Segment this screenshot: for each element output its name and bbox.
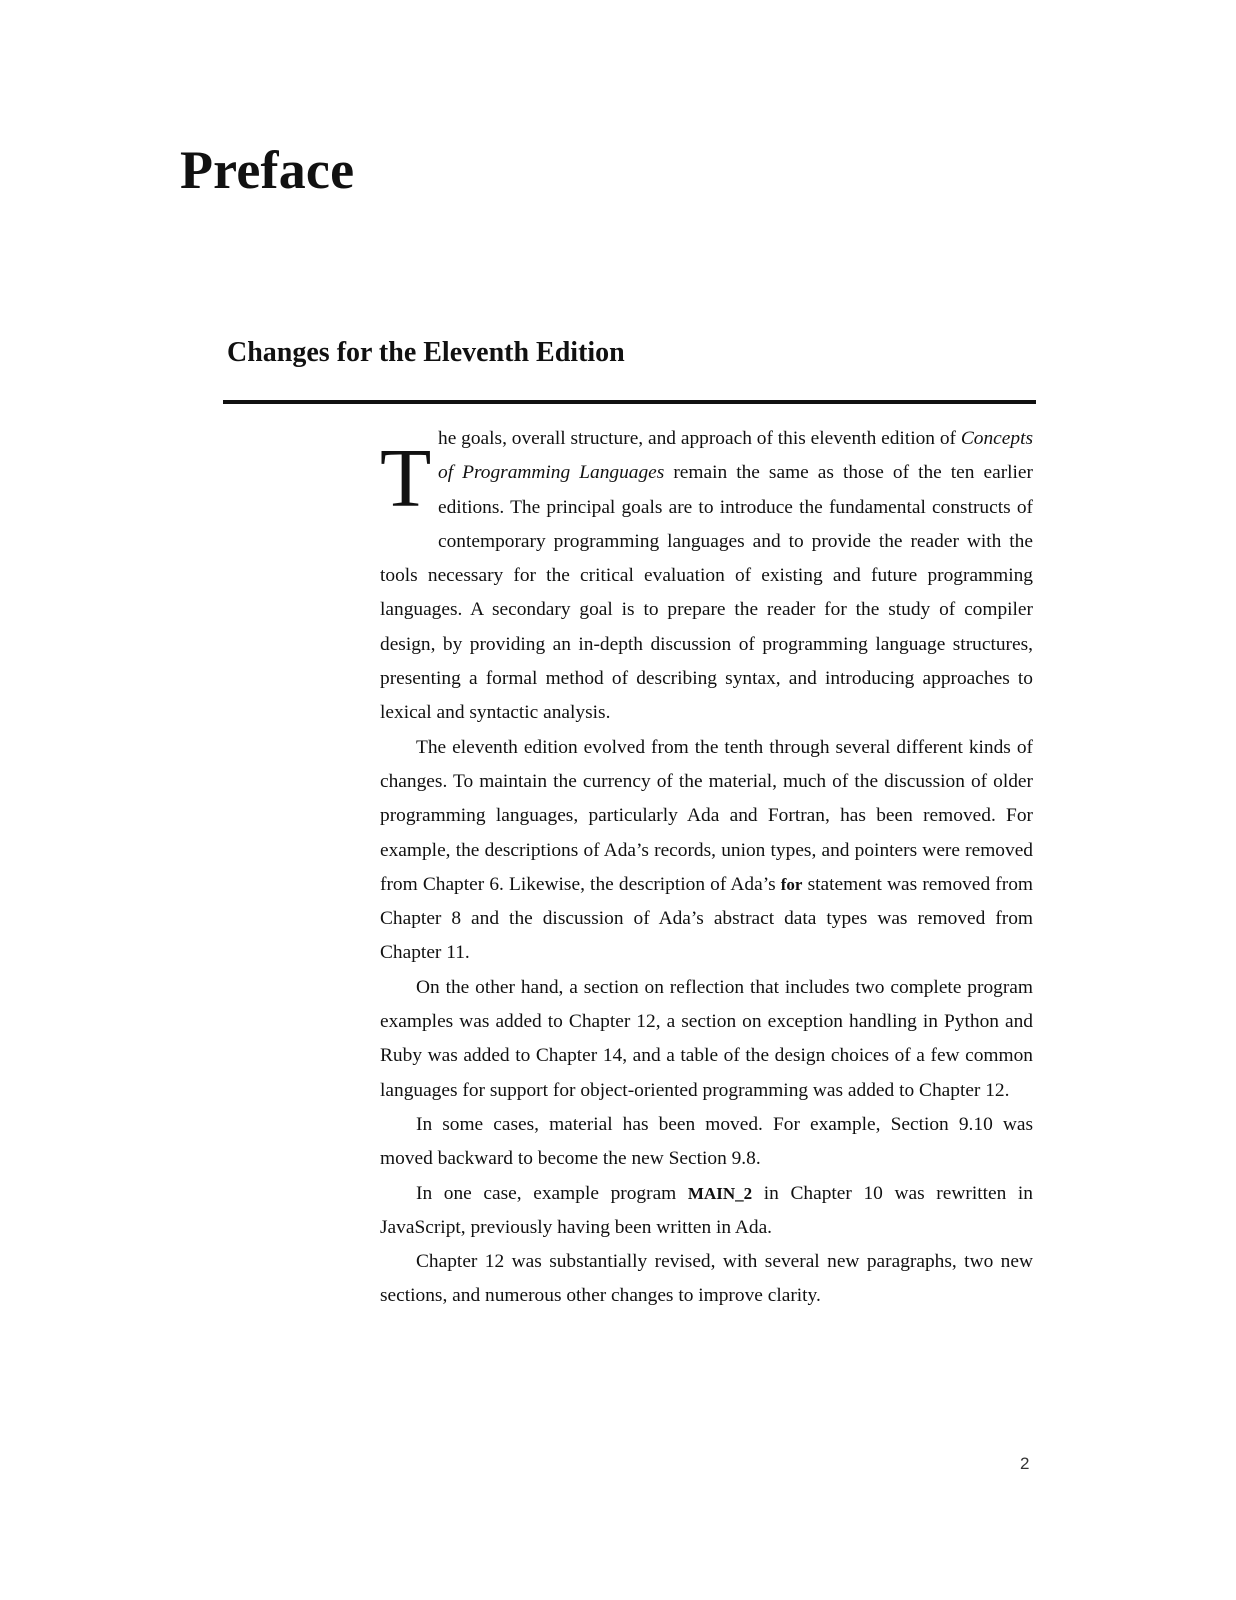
paragraph-revised: Chapter 12 was substantially revised, with several new paragraphs, two new sections, and numerous other changes to improve clarity. — [380, 1251, 1033, 1307]
paragraph-intro — [380, 422, 1033, 731]
drop-cap: T — [380, 432, 432, 525]
section-divider — [223, 400, 1036, 404]
page-title: Preface — [180, 140, 355, 200]
paragraph-additions: On the other hand, a section on reflection that includes two complete program examples was added to Chapter 12, a section on exception handling in Python and Ruby was added to Chapter 14, and a table of the design choices of a few common languages for support for object-oriented programming was added to Chapter 12. — [380, 976, 1033, 1101]
paragraph-text: remain the same as those of the ten earlier editions. The principal goals are to introduce the fundamental constructs of contemporary programming languages and to provide the reader with the tools necessary for the critical evaluation of existing and future programming languages. A secondary goal is to prepare the reader for the study of compiler design, by providing an in-depth discussion of programming language structures, presenting a formal method of describing syntax, and introducing approaches to lexical and syntactic analysis. — [380, 462, 1033, 724]
paragraph-text: he goals, overall structure, and approach of this eleventh edition of — [438, 428, 961, 449]
paragraph-rewritten — [380, 1177, 1033, 1246]
page-number: 2 — [1020, 1454, 1030, 1473]
paragraph-text: in Chapter 10 was rewritten in JavaScript, previously having been written in Ada. — [380, 1182, 1033, 1238]
code-program-name: MAIN_2 — [687, 1183, 753, 1203]
paragraph-text: The eleventh edition evolved from the tenth through several different kinds of changes. To maintain the currency of the material, much of the discussion of older programming languages, particularly Ada and Fortran, has been removed. For example, the descriptions of Ada’s records, union types, and pointers were removed from Chapter 6. Likewise, the description of Ada’s — [380, 736, 1033, 895]
body-text — [380, 422, 1033, 1314]
paragraph-changes — [380, 731, 1033, 971]
paragraph-moved: In some cases, material has been moved. For example, Section 9.10 was moved backward to become the new Section 9.8. — [380, 1113, 1033, 1170]
paragraph-text: statement was removed from Chapter 8 and the discussion of Ada’s abstract data types was removed from Chapter 11. — [380, 873, 1033, 964]
paragraph-text: In one case, example program — [416, 1182, 688, 1204]
book-title: Concepts of Programming Languages — [438, 428, 1034, 484]
section-heading: Changes for the Eleventh Edition — [227, 337, 625, 368]
code-keyword: for — [780, 874, 803, 894]
